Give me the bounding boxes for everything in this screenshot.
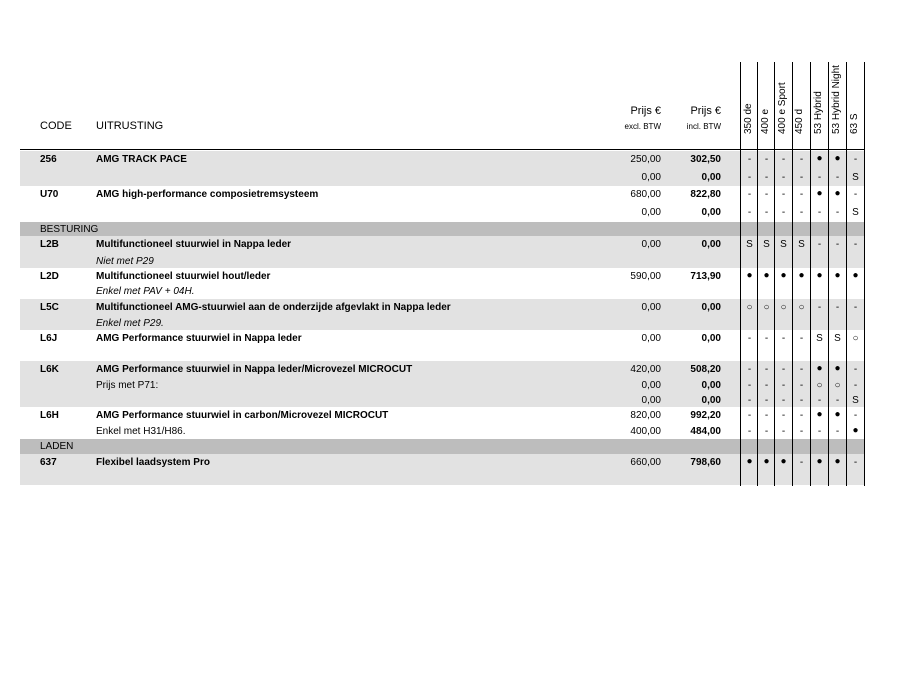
availability-mark: ○ [852, 333, 859, 344]
availability-mark: - [853, 239, 858, 250]
availability-mark: - [853, 364, 858, 375]
price-incl-btw: 302,50 [690, 154, 721, 165]
price-excl-btw: 0,00 [641, 239, 661, 250]
option-note: Enkel met P29. [96, 318, 164, 329]
section-header [20, 439, 865, 454]
option-code: L6H [40, 410, 59, 421]
availability-mark: ○ [798, 302, 805, 313]
availability-mark: - [747, 172, 752, 183]
price-excl-btw: 0,00 [641, 302, 661, 313]
header-divider [20, 149, 865, 150]
table-row [20, 268, 865, 283]
availability-mark: - [799, 189, 804, 200]
availability-mark: - [835, 426, 840, 437]
model-label-450-d: 450 d [794, 108, 805, 134]
availability-mark: S [816, 333, 823, 344]
availability-mark: ○ [816, 380, 823, 391]
availability-mark: - [835, 395, 840, 406]
column-divider [864, 62, 865, 486]
availability-mark: - [781, 172, 786, 183]
option-description: Multifunctioneel stuurwiel in Nappa leder [96, 239, 292, 250]
option-description: Multifunctioneel stuurwiel hout/leder [96, 271, 271, 282]
model-label-63-s: 63 S [849, 113, 860, 134]
column-header-uitrusting: UITRUSTING [96, 120, 164, 132]
availability-mark: S [852, 172, 859, 183]
availability-mark: ● [816, 409, 823, 420]
option-code: L2B [40, 239, 59, 250]
column-header-code: CODE [40, 120, 72, 132]
availability-mark: ● [816, 270, 823, 281]
price-excl-btw: 590,00 [630, 271, 661, 282]
price-excl-btw: 250,00 [630, 154, 661, 165]
column-divider [740, 62, 741, 486]
table-row [20, 361, 865, 377]
option-description: AMG Performance stuurwiel in Nappa leder [96, 333, 302, 344]
availability-mark: S [834, 333, 841, 344]
model-label-53-hybrid-night: 53 Hybrid Night [831, 65, 842, 134]
availability-mark: ● [816, 363, 823, 374]
availability-mark: ○ [834, 380, 841, 391]
availability-mark: S [746, 239, 753, 250]
availability-mark: - [764, 426, 769, 437]
availability-mark: - [853, 302, 858, 313]
option-description: AMG TRACK PACE [96, 154, 187, 165]
availability-mark: - [817, 426, 822, 437]
availability-mark: - [747, 207, 752, 218]
table-row [20, 454, 865, 485]
table-row [20, 186, 865, 204]
availability-mark: - [764, 395, 769, 406]
price-incl-btw: 484,00 [690, 426, 721, 437]
column-divider [846, 62, 847, 486]
price-incl-btw: 0,00 [701, 239, 721, 250]
availability-mark: ● [834, 153, 841, 164]
availability-mark: S [798, 239, 805, 250]
availability-mark: - [764, 333, 769, 344]
availability-mark: ● [746, 456, 753, 467]
availability-mark: - [799, 172, 804, 183]
availability-mark: ● [746, 270, 753, 281]
section-header [20, 222, 865, 236]
availability-mark: - [853, 189, 858, 200]
price-excl-btw: 0,00 [641, 395, 661, 406]
option-code: U70 [40, 189, 59, 200]
availability-mark: - [799, 410, 804, 421]
price-excl-btw: 680,00 [630, 189, 661, 200]
column-header-excl-btw: excl. BTW [624, 122, 661, 131]
table-row [20, 299, 865, 315]
price-incl-btw: 0,00 [701, 207, 721, 218]
option-code: 637 [40, 457, 57, 468]
availability-mark: - [835, 172, 840, 183]
table-row [20, 315, 865, 330]
availability-mark: ○ [780, 302, 787, 313]
availability-mark: S [852, 395, 859, 406]
price-excl-btw: 0,00 [641, 333, 661, 344]
availability-mark: - [764, 172, 769, 183]
availability-mark: ● [852, 425, 859, 436]
availability-mark: - [764, 189, 769, 200]
option-code: L6K [40, 364, 59, 375]
availability-mark: ● [834, 270, 841, 281]
option-description: Multifunctioneel AMG-stuurwiel aan de onderzijde afgevlakt in Nappa leder [96, 302, 451, 313]
availability-mark: ● [834, 456, 841, 467]
availability-mark: - [799, 395, 804, 406]
price-incl-btw: 0,00 [701, 172, 721, 183]
availability-mark: - [764, 154, 769, 165]
availability-mark: ● [763, 270, 770, 281]
availability-mark: - [817, 302, 822, 313]
availability-mark: ● [780, 456, 787, 467]
availability-mark: - [781, 426, 786, 437]
availability-mark: ● [834, 409, 841, 420]
table-row [20, 253, 865, 268]
price-incl-btw: 0,00 [701, 380, 721, 391]
section-title: LADEN [40, 441, 74, 452]
availability-mark: - [747, 154, 752, 165]
availability-mark: - [835, 302, 840, 313]
price-excl-btw: 660,00 [630, 457, 661, 468]
option-description: Flexibel laadsystem Pro [96, 457, 210, 468]
price-excl-btw: 820,00 [630, 410, 661, 421]
column-divider [757, 62, 758, 486]
model-label-350-de: 350 de [743, 103, 754, 134]
availability-mark: - [799, 333, 804, 344]
table-row [20, 236, 865, 253]
availability-mark: - [799, 457, 804, 468]
availability-mark: - [747, 426, 752, 437]
availability-mark: - [853, 154, 858, 165]
availability-mark: ● [816, 456, 823, 467]
availability-mark: ● [852, 270, 859, 281]
availability-mark: - [764, 410, 769, 421]
price-incl-btw: 508,20 [690, 364, 721, 375]
column-divider [810, 62, 811, 486]
table-bottom [20, 485, 865, 486]
availability-mark: - [764, 364, 769, 375]
table-row [20, 151, 865, 169]
column-header-prijs-excl: Prijs € [630, 105, 661, 117]
model-label-400-e-sport: 400 e Sport [777, 82, 788, 134]
availability-mark: - [799, 364, 804, 375]
option-note: Enkel met PAV + 04H. [96, 286, 195, 297]
option-description: AMG Performance stuurwiel in Nappa leder/Microvezel MICROCUT [96, 364, 413, 375]
price-excl-btw: 0,00 [641, 172, 661, 183]
section-title: BESTURING [40, 224, 99, 235]
availability-mark: - [781, 410, 786, 421]
availability-mark: - [799, 426, 804, 437]
table-row [20, 283, 865, 299]
availability-mark: S [763, 239, 770, 250]
availability-mark: - [781, 333, 786, 344]
option-note: Enkel met H31/H86. [96, 426, 186, 437]
availability-mark: - [817, 395, 822, 406]
availability-mark: S [780, 239, 787, 250]
availability-mark: - [817, 172, 822, 183]
availability-mark: - [781, 380, 786, 391]
price-excl-btw: 420,00 [630, 364, 661, 375]
price-incl-btw: 713,90 [690, 271, 721, 282]
availability-mark: - [764, 380, 769, 391]
availability-mark: - [835, 207, 840, 218]
availability-mark: ○ [763, 302, 770, 313]
availability-mark: - [781, 189, 786, 200]
column-divider [792, 62, 793, 486]
price-incl-btw: 822,80 [690, 189, 721, 200]
table-row [20, 392, 865, 407]
table-row [20, 169, 865, 186]
availability-mark: ● [816, 188, 823, 199]
availability-mark: - [853, 410, 858, 421]
option-code: 256 [40, 154, 57, 165]
price-incl-btw: 0,00 [701, 395, 721, 406]
column-divider [828, 62, 829, 486]
table-row [20, 330, 865, 361]
price-excl-btw: 400,00 [630, 426, 661, 437]
option-note: Prijs met P71: [96, 380, 159, 391]
option-code: L6J [40, 333, 58, 344]
price-incl-btw: 798,60 [690, 457, 721, 468]
availability-mark: - [747, 410, 752, 421]
model-label-400-e: 400 e [760, 108, 771, 134]
option-code: L5C [40, 302, 59, 313]
availability-mark: ○ [746, 302, 753, 313]
availability-mark: ● [798, 270, 805, 281]
availability-mark: - [799, 154, 804, 165]
availability-mark: - [781, 364, 786, 375]
availability-mark: - [781, 395, 786, 406]
availability-mark: ● [834, 363, 841, 374]
price-incl-btw: 0,00 [701, 302, 721, 313]
price-excl-btw: 0,00 [641, 207, 661, 218]
availability-mark: - [747, 333, 752, 344]
option-code: L2D [40, 271, 59, 282]
price-incl-btw: 992,20 [690, 410, 721, 421]
availability-mark: ● [780, 270, 787, 281]
column-header-incl-btw: incl. BTW [686, 122, 721, 131]
option-description: AMG Performance stuurwiel in carbon/Microvezel MICROCUT [96, 410, 389, 421]
availability-mark: ● [763, 456, 770, 467]
table-row [20, 204, 865, 222]
availability-mark: ● [834, 188, 841, 199]
availability-mark: - [835, 239, 840, 250]
availability-mark: - [817, 207, 822, 218]
availability-mark: - [747, 395, 752, 406]
option-note: Niet met P29 [96, 256, 154, 267]
availability-mark: S [852, 207, 859, 218]
availability-mark: - [764, 207, 769, 218]
availability-mark: - [781, 154, 786, 165]
availability-mark: - [747, 380, 752, 391]
availability-mark: - [799, 380, 804, 391]
option-description: AMG high-performance composietremsysteem [96, 189, 319, 200]
column-divider [774, 62, 775, 486]
availability-mark: - [853, 457, 858, 468]
availability-mark: - [853, 380, 858, 391]
availability-mark: - [799, 207, 804, 218]
price-incl-btw: 0,00 [701, 333, 721, 344]
price-excl-btw: 0,00 [641, 380, 661, 391]
availability-mark: ● [816, 153, 823, 164]
table-row [20, 407, 865, 423]
availability-mark: - [747, 189, 752, 200]
availability-mark: - [747, 364, 752, 375]
table-row [20, 423, 865, 439]
availability-mark: - [817, 239, 822, 250]
column-header-prijs-incl: Prijs € [690, 105, 721, 117]
availability-mark: - [781, 207, 786, 218]
table-row [20, 377, 865, 392]
model-label-53-hybrid: 53 Hybrid [813, 91, 824, 134]
